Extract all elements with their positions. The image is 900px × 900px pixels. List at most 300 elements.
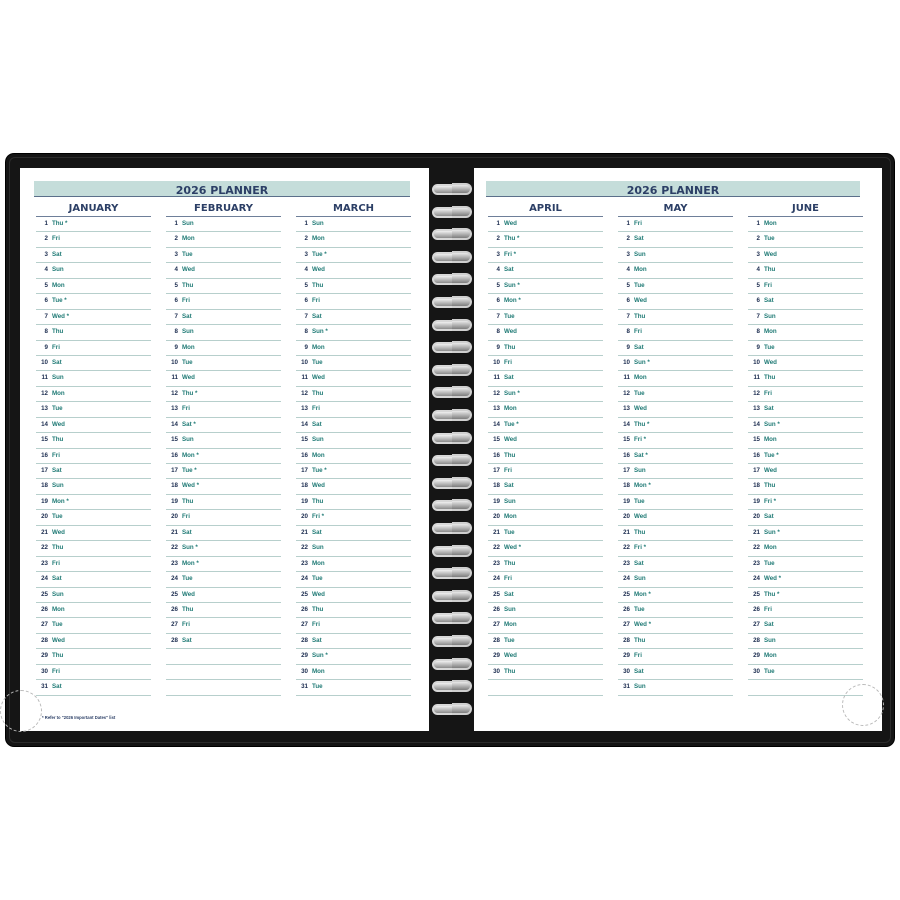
day-row	[296, 248, 411, 263]
day-number: 19	[753, 497, 760, 505]
day-name: Fri	[52, 343, 60, 351]
day-number: 15	[301, 436, 308, 444]
day-row	[36, 356, 151, 371]
day-name: Tue	[764, 235, 775, 243]
day-number: 2	[496, 235, 500, 243]
day-row	[748, 464, 863, 479]
spiral-ring-icon	[432, 498, 472, 510]
ring-wire-right	[452, 386, 472, 398]
day-row	[296, 495, 411, 510]
day-number: 18	[623, 482, 630, 490]
day-row	[166, 263, 281, 278]
day-row	[488, 618, 603, 633]
day-number: 28	[493, 636, 500, 644]
day-list	[488, 217, 603, 696]
left-page	[20, 168, 429, 731]
day-row	[296, 310, 411, 325]
day-row	[748, 371, 863, 386]
day-row	[618, 418, 733, 433]
spiral-ring-icon	[432, 431, 472, 443]
day-row	[488, 356, 603, 371]
day-name: Sun	[634, 683, 646, 691]
day-name: Sun	[52, 482, 64, 490]
day-name: Wed	[504, 328, 517, 336]
day-name: Sat	[52, 358, 62, 366]
day-name: Fri *	[764, 497, 777, 505]
spiral-ring-icon	[432, 363, 472, 375]
day-name: Sat	[182, 636, 192, 644]
day-row	[618, 371, 733, 386]
day-number: 31	[41, 683, 48, 691]
day-number: 16	[171, 451, 178, 459]
day-name: Wed	[634, 405, 647, 413]
day-row	[166, 433, 281, 448]
day-name: Fri	[312, 621, 320, 629]
day-row	[618, 294, 733, 309]
day-name: Sat	[312, 528, 322, 536]
day-name: Fri	[504, 358, 512, 366]
day-row	[166, 588, 281, 603]
day-number: 14	[171, 420, 178, 428]
day-name: Sun *	[764, 528, 780, 536]
day-row	[748, 479, 863, 494]
day-row	[748, 263, 863, 278]
day-number: 23	[623, 559, 630, 567]
ring-wire-right	[452, 612, 472, 624]
day-name: Sat	[504, 374, 514, 382]
day-number: 21	[171, 528, 178, 536]
day-number: 20	[171, 513, 178, 521]
day-number: 2	[756, 235, 760, 243]
day-number: 22	[753, 544, 760, 552]
day-number: 7	[304, 312, 308, 320]
day-number: 3	[496, 250, 500, 258]
day-row	[618, 557, 733, 572]
day-number: 10	[493, 358, 500, 366]
day-name: Fri	[312, 405, 320, 413]
day-row	[618, 341, 733, 356]
day-row	[296, 603, 411, 618]
day-number: 5	[626, 281, 630, 289]
spiral-ring-icon	[432, 453, 472, 465]
day-number: 3	[304, 250, 308, 258]
day-number: 19	[171, 497, 178, 505]
day-name: Tue	[504, 312, 515, 320]
day-row	[748, 495, 863, 510]
day-number: 8	[756, 328, 760, 336]
day-row	[36, 588, 151, 603]
day-number: 20	[301, 513, 308, 521]
day-row	[36, 557, 151, 572]
day-name: Sun	[312, 544, 324, 552]
day-row	[166, 371, 281, 386]
day-name: Thu	[182, 281, 194, 289]
day-row	[296, 371, 411, 386]
day-name: Mon	[504, 405, 517, 413]
day-number: 5	[304, 281, 308, 289]
day-number: 12	[171, 389, 178, 397]
spiral-ring-icon	[432, 611, 472, 623]
day-list	[748, 217, 863, 696]
spiral-ring-icon	[432, 182, 472, 194]
ring-wire-right	[452, 703, 472, 715]
day-name: Wed *	[634, 621, 652, 629]
day-row	[166, 325, 281, 340]
day-row	[488, 248, 603, 263]
day-name: Wed *	[182, 482, 200, 490]
day-name: Fri	[312, 297, 320, 305]
day-number: 8	[496, 328, 500, 336]
day-name: Tue	[312, 575, 323, 583]
day-name: Sat	[634, 667, 644, 675]
day-row	[166, 649, 281, 664]
day-name: Tue	[764, 343, 775, 351]
spiral-ring-icon	[432, 250, 472, 262]
day-list	[296, 217, 411, 696]
day-number: 6	[44, 297, 48, 305]
day-number: 15	[41, 436, 48, 444]
day-row	[296, 618, 411, 633]
day-name: Sun *	[764, 420, 780, 428]
day-row	[36, 341, 151, 356]
day-row	[748, 649, 863, 664]
day-number: 3	[626, 250, 630, 258]
day-number: 21	[493, 528, 500, 536]
day-number: 11	[171, 374, 178, 382]
day-number: 28	[301, 636, 308, 644]
day-number: 31	[301, 683, 308, 691]
day-name: Thu	[504, 343, 516, 351]
day-number: 24	[753, 575, 760, 583]
day-name: Mon	[504, 513, 517, 521]
day-name: Fri	[764, 605, 772, 613]
day-row	[748, 618, 863, 633]
day-list	[36, 217, 151, 696]
day-row	[36, 418, 151, 433]
day-name: Mon *	[634, 590, 651, 598]
day-number: 11	[753, 374, 760, 382]
day-row	[166, 557, 281, 572]
day-row	[748, 356, 863, 371]
day-name: Tue	[764, 667, 775, 675]
day-number: 27	[493, 621, 500, 629]
day-row	[166, 387, 281, 402]
day-row	[488, 464, 603, 479]
month-column-february	[166, 202, 281, 696]
day-number: 20	[753, 513, 760, 521]
day-number: 16	[753, 451, 760, 459]
day-name: Tue	[764, 559, 775, 567]
ring-wire-right	[452, 499, 472, 511]
right-page	[474, 168, 882, 731]
day-number: 15	[753, 436, 760, 444]
day-name: Thu *	[764, 590, 780, 598]
day-number: 26	[41, 605, 48, 613]
day-row	[296, 341, 411, 356]
day-row	[166, 495, 281, 510]
day-number: 27	[301, 621, 308, 629]
day-name: Fri *	[634, 436, 647, 444]
day-row	[618, 248, 733, 263]
day-number: 29	[623, 652, 630, 660]
day-number: 26	[301, 605, 308, 613]
day-name: Wed	[312, 590, 325, 598]
day-name: Sat	[182, 528, 192, 536]
day-number: 6	[756, 297, 760, 305]
day-row	[296, 232, 411, 247]
day-row	[488, 680, 603, 695]
day-row	[36, 618, 151, 633]
day-name: Tue *	[312, 250, 327, 258]
day-name: Thu	[634, 528, 646, 536]
day-name: Sun	[634, 467, 646, 474]
ring-wire-right	[452, 545, 472, 557]
day-number: 25	[41, 590, 48, 598]
spiral-ring-icon	[432, 566, 472, 578]
day-number: 30	[493, 667, 500, 675]
day-row	[36, 449, 151, 464]
day-name: Thu	[504, 667, 516, 675]
day-number: 23	[41, 559, 48, 567]
ring-wire-right	[452, 409, 472, 421]
day-name: Wed *	[52, 312, 70, 320]
day-row	[36, 325, 151, 340]
day-number: 26	[753, 605, 760, 613]
day-number: 13	[171, 405, 178, 413]
day-row	[296, 217, 411, 232]
day-number: 10	[301, 358, 308, 366]
page-corner-arc	[842, 684, 884, 726]
day-number: 4	[174, 266, 178, 274]
day-name: Wed	[52, 528, 65, 536]
spiral-ring-icon	[432, 589, 472, 601]
day-number: 27	[753, 621, 760, 629]
day-number: 11	[493, 374, 500, 382]
ring-wire-right	[452, 680, 472, 692]
day-number: 6	[304, 297, 308, 305]
day-number: 21	[301, 528, 308, 536]
day-number: 10	[41, 358, 48, 366]
day-row	[488, 603, 603, 618]
day-row	[36, 649, 151, 664]
day-name: Sat	[312, 636, 322, 644]
day-row	[296, 649, 411, 664]
day-name: Sun	[312, 436, 324, 444]
day-name: Mon	[634, 374, 647, 382]
day-number: 10	[171, 358, 178, 366]
day-row	[36, 279, 151, 294]
month-name: JANUARY	[36, 202, 151, 217]
day-row	[748, 433, 863, 448]
day-name: Tue	[504, 528, 515, 536]
month-name: FEBRUARY	[166, 202, 281, 217]
month-column-april	[488, 202, 603, 696]
day-row	[748, 310, 863, 325]
day-row	[748, 402, 863, 417]
day-row	[618, 263, 733, 278]
day-row	[618, 665, 733, 680]
day-row	[488, 263, 603, 278]
day-row	[166, 665, 281, 680]
day-name: Fri	[52, 667, 60, 675]
day-name: Sun *	[182, 544, 198, 552]
day-name: Sun	[52, 266, 64, 274]
day-row	[166, 294, 281, 309]
day-number: 17	[493, 467, 500, 474]
day-number: 28	[623, 636, 630, 644]
day-row	[488, 510, 603, 525]
day-number: 27	[623, 621, 630, 629]
day-number: 2	[304, 235, 308, 243]
day-name: Thu	[504, 559, 516, 567]
day-row	[748, 526, 863, 541]
day-name: Thu	[182, 497, 194, 505]
day-row	[488, 325, 603, 340]
day-row	[166, 232, 281, 247]
day-row	[36, 387, 151, 402]
day-row	[36, 402, 151, 417]
day-number: 14	[301, 420, 308, 428]
day-number: 20	[41, 513, 48, 521]
month-name: APRIL	[488, 202, 603, 217]
day-row	[166, 449, 281, 464]
day-number: 15	[623, 436, 630, 444]
day-row	[166, 418, 281, 433]
day-name: Wed	[634, 297, 647, 305]
spiral-ring-icon	[432, 408, 472, 420]
day-row	[166, 603, 281, 618]
day-name: Tue	[312, 683, 323, 691]
day-number: 19	[623, 497, 630, 505]
day-row	[166, 402, 281, 417]
day-name: Thu	[312, 497, 324, 505]
day-number: 9	[174, 343, 178, 351]
day-number: 29	[753, 652, 760, 660]
day-name: Sat	[634, 235, 644, 243]
day-row	[36, 572, 151, 587]
day-number: 17	[41, 467, 48, 474]
day-number: 8	[174, 328, 178, 336]
day-name: Sun	[182, 220, 194, 227]
day-name: Sat	[764, 513, 774, 521]
day-row	[296, 479, 411, 494]
day-row	[488, 449, 603, 464]
day-row	[166, 356, 281, 371]
day-number: 1	[756, 220, 760, 227]
ring-wire-right	[452, 228, 472, 240]
day-row	[488, 649, 603, 664]
month-name: MARCH	[296, 202, 411, 217]
day-row	[296, 510, 411, 525]
day-row	[618, 356, 733, 371]
ring-wire-right	[452, 658, 472, 670]
month-name: MAY	[618, 202, 733, 217]
day-row	[618, 680, 733, 695]
ring-wire-right	[452, 341, 472, 353]
day-number: 8	[44, 328, 48, 336]
day-name: Sun	[182, 436, 194, 444]
day-number: 2	[626, 235, 630, 243]
day-name: Mon	[52, 281, 65, 289]
day-name: Tue	[52, 621, 63, 629]
day-number: 1	[174, 220, 178, 227]
day-name: Wed	[504, 220, 517, 227]
month-column-january	[36, 202, 151, 696]
day-number: 22	[301, 544, 308, 552]
day-row	[166, 572, 281, 587]
day-name: Thu *	[504, 235, 520, 243]
spiral-ring-icon	[432, 318, 472, 330]
day-name: Mon	[182, 235, 195, 243]
day-number: 1	[496, 220, 500, 227]
day-name: Thu	[312, 605, 324, 613]
day-row	[488, 541, 603, 556]
day-number: 21	[753, 528, 760, 536]
day-row	[36, 217, 151, 232]
day-name: Sat	[504, 482, 514, 490]
day-name: Mon	[182, 343, 195, 351]
day-number: 3	[756, 250, 760, 258]
day-number: 13	[753, 405, 760, 413]
day-name: Sun *	[504, 389, 520, 397]
day-row	[488, 294, 603, 309]
day-number: 14	[753, 420, 760, 428]
day-name: Sat	[764, 297, 774, 305]
day-number: 7	[756, 312, 760, 320]
day-name: Sun	[52, 374, 64, 382]
day-name: Fri	[182, 405, 190, 413]
day-row	[488, 310, 603, 325]
day-name: Thu	[52, 328, 64, 336]
day-number: 6	[496, 297, 500, 305]
day-number: 30	[41, 667, 48, 675]
day-name: Wed	[312, 374, 325, 382]
day-number: 5	[496, 281, 500, 289]
day-row	[748, 572, 863, 587]
day-row	[488, 341, 603, 356]
day-number: 24	[493, 575, 500, 583]
day-row	[296, 279, 411, 294]
day-name: Sun	[182, 328, 194, 336]
day-number: 9	[44, 343, 48, 351]
day-name: Sat	[182, 312, 192, 320]
day-number: 10	[753, 358, 760, 366]
day-number: 2	[44, 235, 48, 243]
day-number: 29	[493, 652, 500, 660]
day-number: 13	[41, 405, 48, 413]
day-name: Fri	[764, 281, 772, 289]
day-number: 26	[171, 605, 178, 613]
day-number: 18	[171, 482, 178, 490]
day-name: Mon	[764, 436, 777, 444]
day-row	[296, 526, 411, 541]
day-number: 7	[626, 312, 630, 320]
day-number: 27	[41, 621, 48, 629]
day-number: 6	[174, 297, 178, 305]
day-row	[488, 402, 603, 417]
day-name: Tue	[52, 405, 63, 413]
spiral-ring-icon	[432, 679, 472, 691]
day-number: 12	[41, 389, 48, 397]
day-name: Sun	[764, 636, 776, 644]
day-number: 1	[44, 220, 48, 227]
day-number: 19	[41, 497, 48, 505]
day-name: Wed	[312, 266, 325, 274]
day-name: Fri	[634, 220, 642, 227]
day-row	[36, 248, 151, 263]
day-name: Mon *	[504, 297, 521, 305]
day-row	[488, 279, 603, 294]
